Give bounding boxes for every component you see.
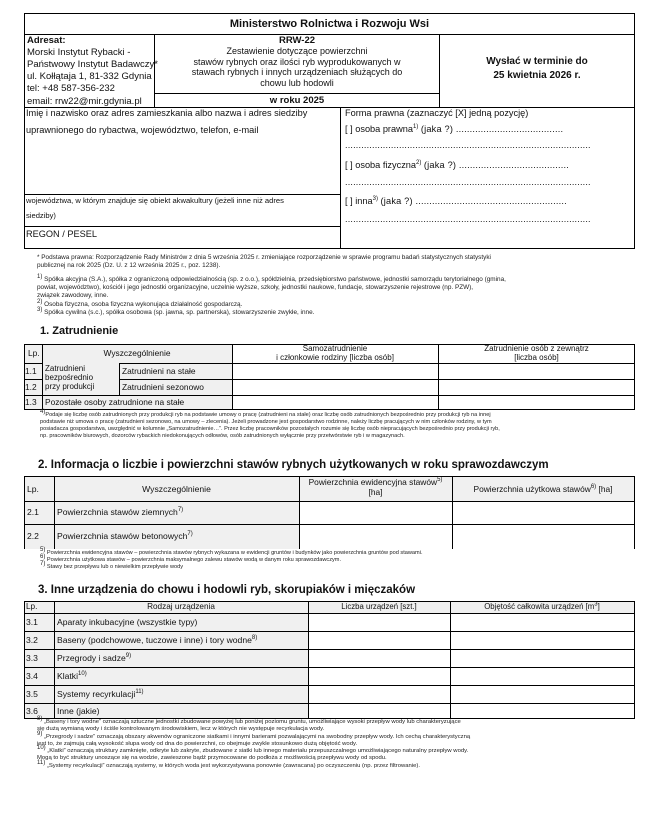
legal-form-option-natural-person[interactable] (345, 160, 569, 170)
divider (634, 476, 635, 549)
row-lp: 3.2 (26, 635, 38, 645)
col-header-self: Samozatrudnienie (302, 344, 368, 353)
col-header-count: Liczba urządzeń [szt.] (341, 602, 417, 611)
option-detail-field[interactable]: (jaka ?) ........................................ (423, 160, 570, 170)
note-line: * Podstawa prawna: Rozporządzenie Rady Ministrów z dnia 5 września 2025 r. zmieniające rozporządzenie w sprawie programu badań statystycznych statystyki (37, 254, 491, 261)
option-label: osoba prawna (355, 124, 413, 134)
col-header-registered-area-unit: [ha] (368, 487, 383, 497)
option-detail-field[interactable]: (jaka ?) ....................................... (420, 124, 564, 134)
legal-form-label: Forma prawna (zaznaczyć [X] jedną pozycję) (345, 108, 529, 118)
footnote-ref: 8) (37, 716, 43, 723)
regon-pesel-field[interactable] (25, 240, 339, 248)
form-title-cell (154, 34, 440, 108)
name-address-label: uprawnionego do rybactwa, województwo, telefon, e-mail (26, 125, 259, 135)
form-title-line: stawów rybnych oraz ilości ryb wyprodukowanych w (193, 56, 401, 67)
row-lp: 1.2 (25, 382, 37, 392)
col-header-volume: Objętość całkowita urządzeń $[m^3]$ (484, 601, 600, 611)
col-header-ext: [liczba osób] (514, 353, 559, 362)
section-3-footnotes (37, 716, 647, 770)
input-incubators-volume[interactable] (451, 614, 634, 631)
row-type: Przegrody i sadze$^{9)}$ (57, 653, 132, 663)
col-header-desc: Wyszczególnienie (142, 484, 211, 494)
input-concrete-registered[interactable] (300, 525, 451, 549)
row-lp: 3.3 (26, 653, 38, 663)
employment-table (24, 344, 635, 410)
note-line: Osoba fizyczna, osoba fizyczna wykonująca działalność gospodarczą. (44, 300, 243, 308)
input-pens-volume[interactable] (451, 650, 634, 667)
voivodeship-label: siedziby) (26, 211, 56, 220)
input-external-seasonal[interactable] (439, 380, 634, 395)
row-desc: Zatrudnieni na stałe (122, 366, 196, 376)
input-tanks-count[interactable] (309, 632, 449, 649)
divider (24, 226, 341, 227)
regon-pesel-label: REGON / PESEL (26, 229, 97, 239)
col-header-lp: Lp. (27, 484, 39, 494)
col-header-lp: Lp. (28, 348, 40, 358)
col-header-desc: Wyszczególnienie (103, 348, 171, 358)
note-line: Spółka cywilna (s.c.), spółka osobowa (sp. jawna, sp. partnerska), stowarzyszenie zwykłe, inne. (44, 308, 315, 316)
note-line: „Baseny i tory wodne” oznaczają sztuczne jednostki zbudowane powyżej lub poniżej poziomu gruntu, umożliwiające wysoki przepływ wody lub charakteryzujące (43, 719, 461, 725)
input-concrete-usable[interactable] (453, 525, 634, 549)
other-facilities-table (24, 601, 635, 718)
form-title-line: chowu lub hodowli (260, 77, 334, 88)
col-header-type: Rodzaj urządzenia (147, 602, 215, 611)
footnote-ref: 10) (37, 745, 46, 752)
report-year: w roku 2025 (269, 95, 325, 106)
footnote-ref: 9) (37, 730, 43, 737)
row-lp: 3.4 (26, 671, 38, 681)
divider (24, 601, 25, 718)
deadline-date: 25 kwietnia 2026 r. (493, 70, 581, 81)
input-self-employed-permanent[interactable] (233, 364, 437, 379)
input-cages-volume[interactable] (451, 668, 634, 685)
legal-basis-note (37, 254, 637, 270)
col-header-usable-area: Powierzchnia użytkowa stawów$^{6)}$ [ha] (473, 484, 613, 494)
note-line: Stawy bez przepływu lub o niewielkim przepływie wody (46, 563, 184, 570)
input-cages-count[interactable] (309, 668, 449, 685)
divider (340, 107, 341, 249)
name-address-label: Imię i nazwisko oraz adres zamieszkania albo nazwa i adres siedziby (26, 108, 308, 118)
footnote-ref: 3) (37, 306, 43, 313)
divider (634, 601, 635, 718)
addressee-line: tel: +48 587-356-232 (27, 83, 115, 94)
divider (24, 476, 25, 549)
footnote-ref: 1) (37, 273, 43, 280)
name-address-field[interactable] (25, 138, 339, 193)
note-line: publicznej na rok 2025 (Dz. U. z 12 września 2025 r., poz. 1238). (37, 262, 221, 270)
col-header-registered-area: Powierzchnia ewidencyjna stawów$^{5)}$ (308, 477, 443, 487)
ministry-title: Ministerstwo Rolnictwa i Rozwoju Wsi (229, 18, 430, 30)
group-label: przy produkcji (45, 382, 95, 391)
deadline-line: Wysłać w terminie do (486, 56, 588, 67)
footnote-ref: 3) (372, 195, 378, 202)
row-lp: 3.1 (26, 617, 38, 627)
row-lp: 1.1 (25, 366, 37, 376)
input-recirculation-volume[interactable] (451, 686, 634, 703)
col-header-self: i członkowie rodziny [liczba osób] (276, 353, 394, 362)
footnote-ref: 5) (40, 547, 46, 554)
group-label: Zatrudnieni (45, 364, 86, 373)
input-earthen-usable[interactable] (453, 502, 634, 524)
note-line: „Systemy recyrkulacji” oznaczają systemy, w których woda jest wykorzystywana ponownie (zawracana) po oczyszczeniu (np. przez filtrowanie). (46, 762, 420, 769)
note-line: „Klatki” oznaczają struktury zamknięte, odkryte lub zakryte, zbudowane z siatki lub innego materiału przepuszczalnego umożliwiającego naturalny przepływ wody. (47, 748, 469, 755)
form-code: RRW-22 (278, 35, 316, 46)
checkbox-icon[interactable]: [ ] (345, 124, 353, 134)
checkbox-icon[interactable]: [ ] (345, 196, 353, 206)
col-header-ext: Zatrudnienie osób z zewnątrz (484, 344, 589, 353)
footnote-ref: 11) (37, 759, 46, 766)
row-lp: 3.6 (26, 706, 38, 716)
input-other-volume[interactable] (451, 704, 634, 718)
row-lp: 3.5 (26, 689, 38, 699)
input-recirculation-count[interactable] (309, 686, 449, 703)
note-line: Powierzchnia użytkowa stawów – powierzchnia maksymalnego zalewu stawów wodą w danym roku sprawozdawczym. (46, 556, 342, 563)
group-label: bezpośrednio (45, 373, 94, 382)
section-2-title: 2. Informacja o liczbie i powierzchni stawów rybnych użytkowanych w roku sprawozdawczym (38, 459, 549, 471)
footnote-ref: 2) (416, 159, 422, 166)
row-lp: 1.3 (25, 397, 37, 407)
note-line: Podaje się liczbę osób zatrudnionych przy produkcji ryb na podstawie umowy o pracę (zatrudnieni na stałe) oraz liczbę osób zatrudnionych bezpośrednio przy produkcji ryb na innej (45, 412, 491, 418)
input-other-count[interactable] (309, 704, 449, 718)
footnote-ref: 2) (37, 298, 43, 305)
option-label: inna (355, 196, 373, 206)
section-3-title: 3. Inne urządzenia do chowu i hodowli ryb, skorupiaków i mięczaków (38, 584, 416, 596)
footnote-1 (37, 273, 637, 317)
deadline-cell (439, 34, 635, 108)
col-header-lp: Lp. (26, 602, 38, 611)
voivodeship-label: województwa, w którym znajduje się obiekt akwakultury (jeżeli inne niż adres (26, 196, 284, 205)
section-1-title: 1. Zatrudnienie (40, 325, 119, 337)
input-tanks-volume[interactable] (451, 632, 634, 649)
note-line: jest to, że zajmują całą wysokość słupa wody od dna do powierzchni, co obejmuje zwykle stosunkowo dużą objętość wody. (37, 740, 358, 747)
note-line: Mogą to być struktury unoszące się na wodzie, zawieszone bądź przymocowane do podłoża z możliwością przepływu wody od spodu. (37, 755, 387, 762)
footnote-ref: 1) (412, 123, 419, 130)
row-type: Aparaty inkubacyjne (wszystkie typy) (57, 617, 198, 627)
divider (24, 363, 42, 364)
divider (54, 601, 55, 718)
footnote-ref: 4) (40, 409, 46, 416)
option-detail-continuation[interactable]: ........................................................................................... (345, 177, 591, 187)
footnote-ref: 6) (40, 554, 46, 561)
option-detail-continuation[interactable]: ........................................................................................... (345, 140, 591, 150)
form-title-line: Zestawienie dotyczące powierzchni (226, 46, 368, 56)
row-type: Klatki$^{10)}$ (57, 671, 87, 681)
note-line: powiat, województwo), kościół i jego jednostki organizacyjne, uczelnie wyższe, szkoły, jednostki naukowe, fundacje, stowarzyszenie rejestrowe (np. PZW), (37, 284, 474, 292)
input-external-permanent[interactable] (439, 364, 634, 379)
row-desc: Powierzchnia stawów betonowych$^{7)}$ (57, 531, 193, 541)
divider (155, 93, 439, 94)
input-pens-count[interactable] (309, 650, 449, 667)
addressee-line: Państwowy Instytut Badawczy* (27, 59, 158, 70)
note-line: podstawie niż umowa o pracę (zatrudnieni sezonowo, na umowy – zlecenia). Jeżeli prowadzone jest gospodarstwo rodzinne, należy liczbę pracujących w nim członków rodziny, w tym (40, 418, 492, 425)
footnote-ref: 7) (40, 560, 46, 567)
row-type: Baseny (podchowowe, tuczowe i inne) i tory wodne$^{8)}$ (57, 635, 258, 645)
input-self-employed-other[interactable] (233, 396, 437, 409)
checkbox-icon[interactable]: [ ] (345, 160, 353, 170)
note-line: posiadacza gospodarstwa, uwzględnić w kolumnie „Samozatrudnienie…”. Przez liczbę pracowników pozostałych rozumie się liczbę osób niepracujących bezpośrednio przy produkcji ryb, (40, 425, 500, 432)
section-2-footnotes (40, 547, 640, 571)
input-external-other[interactable] (439, 396, 634, 409)
legal-form-option-other[interactable] (345, 196, 567, 206)
note-line: się dużą wymianą wody i ściśle kontrolowanym środowiskiem, lecz w których nie występuje recyrkulacja wody. (37, 726, 325, 733)
addressee-email: email: rrw22@mir.gdynia.pl (27, 96, 142, 107)
row-lp: 2.1 (27, 507, 39, 517)
input-earthen-registered[interactable] (300, 502, 451, 524)
ponds-table (24, 476, 635, 549)
note-line: np. pracowników biurowych, dozorców rybackich niedokonujących odłowów, osób zatrudnionych wyłącznie przy przetwórstwie ryb i w magazynach. (40, 432, 405, 439)
note-line: związek zawodowy, inne. (37, 292, 109, 300)
note-line: „Przegrody i sadze” oznaczają obszary akwenów ograniczone siatkami i innymi barierami pozwalającymi na swobodny przepływ wody. Ich cechą charakterystyczną (43, 733, 471, 740)
option-label: osoba fizyczna (355, 160, 417, 170)
addressee-line: ul. Kołłątaja 1, 81-332 Gdynia (27, 71, 152, 82)
row-desc: Pozostałe osoby zatrudnione na stałe (45, 397, 185, 407)
row-type: Inne (jakie) (57, 706, 100, 716)
row-lp: 2.2 (27, 531, 39, 541)
form-title-line: stawach rybnych i innych urządzeniach służących do (191, 67, 403, 77)
option-detail-continuation[interactable]: ........................................................................................... (345, 214, 591, 224)
legal-form-option-legal-entity[interactable] (345, 124, 563, 134)
divider (24, 194, 341, 195)
addressee-cell (24, 34, 158, 108)
addressee-label: Adresat: (27, 35, 66, 46)
input-incubators-count[interactable] (309, 614, 449, 631)
option-detail-field[interactable]: (jaka ?) ....................................................... (380, 196, 567, 206)
row-type: Systemy recyrkulacji$^{11)}$ (57, 689, 144, 699)
form-header (24, 13, 635, 35)
note-line: Spółka akcyjna (S.A.), spółka z ograniczoną odpowiedzialnością (sp. z o.o.), spółdzielnia, przedsiębiorstwo państwowe, jednostki samorządu terytorialnego (gmina, (44, 276, 506, 283)
divider (24, 379, 42, 380)
note-line: Powierzchnia ewidencyjna stawów – powierzchnia stawów rybnych wykazana w ewidencji gruntów i budynków jako powierzchnia gruntów pod stawami. (46, 550, 423, 556)
input-self-employed-seasonal[interactable] (233, 380, 437, 395)
section-1-footnote (40, 409, 640, 440)
row-desc: Zatrudnieni sezonowo (122, 382, 204, 392)
addressee-line: Morski Instytut Rybacki - (27, 47, 131, 58)
row-desc: Powierzchnia stawów ziemnych$^{7)}$ (57, 507, 184, 517)
